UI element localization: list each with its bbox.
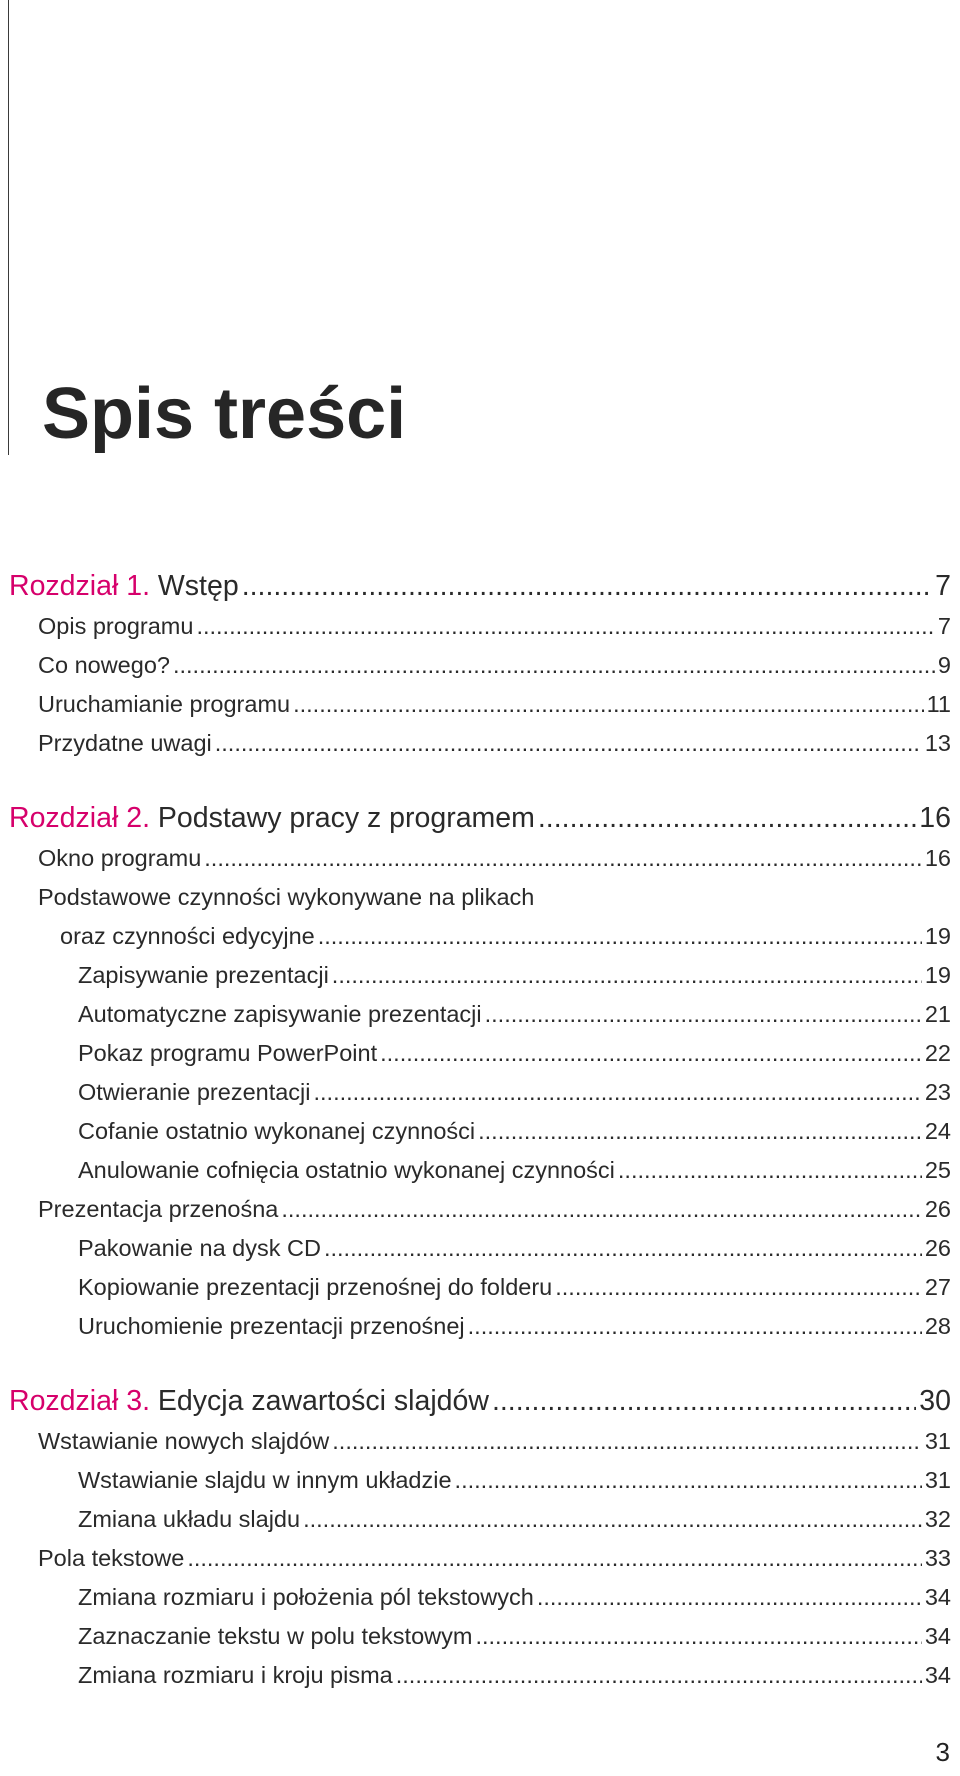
entry-page-number: 34	[924, 1662, 951, 1688]
entry-page-number: 23	[924, 1079, 951, 1105]
leader-dots	[485, 1001, 922, 1028]
toc-entry[interactable]	[0, 1034, 960, 1073]
entry-title: Pola tekstowe	[38, 1545, 185, 1571]
entry-title: Przydatne uwagi	[38, 730, 212, 756]
leader-dots	[537, 1584, 922, 1611]
entry-page-number: 34	[924, 1584, 951, 1610]
leader-dots	[396, 1662, 922, 1689]
leader-dots	[475, 1623, 921, 1650]
leader-dots	[468, 1313, 922, 1340]
leader-dots	[324, 1235, 922, 1262]
entry-page-number: 28	[924, 1313, 951, 1339]
entry-title: Zmiana rozmiaru i położenia pól tekstowych	[78, 1584, 534, 1610]
footer-page-number: 3	[935, 1737, 950, 1767]
leader-dots	[173, 652, 935, 679]
entry-title: Wstawianie slajdu w innym układzie	[78, 1467, 452, 1493]
entry-title: Zaznaczanie tekstu w polu tekstowym	[78, 1623, 473, 1649]
entry-title: Uruchomienie prezentacji przenośnej	[78, 1313, 465, 1339]
entry-page-number: 11	[926, 691, 951, 717]
leader-dots	[318, 923, 922, 950]
entry-page-number: 21	[924, 1001, 951, 1027]
chapter-spacer	[0, 1346, 960, 1378]
leader-dots	[332, 1428, 922, 1455]
toc-entry[interactable]	[0, 646, 960, 685]
leader-dots	[187, 1545, 922, 1572]
toc-entry[interactable]	[0, 1229, 960, 1268]
leader-dots	[314, 1079, 922, 1106]
toc-chapter-1[interactable]	[0, 563, 960, 607]
leader-dots	[618, 1157, 922, 1184]
toc-entry[interactable]	[0, 1190, 960, 1229]
leader-dots	[555, 1274, 922, 1301]
toc-entry[interactable]	[0, 1422, 960, 1461]
entry-title: Co nowego?	[38, 652, 170, 678]
entry-title: Wstawianie nowych slajdów	[38, 1428, 330, 1454]
toc-entry[interactable]	[0, 1539, 960, 1578]
toc-entry[interactable]	[0, 1307, 960, 1346]
chapter-page-number: 7	[935, 570, 951, 602]
toc-entry[interactable]	[0, 1151, 960, 1190]
entry-title: Okno programu	[38, 845, 202, 871]
leader-dots	[196, 613, 934, 640]
entry-page-number: 22	[924, 1040, 951, 1066]
entry-page-number: 19	[924, 962, 951, 988]
toc-entry[interactable]	[0, 1461, 960, 1500]
leader-dots	[478, 1118, 922, 1145]
entry-title: Pokaz programu PowerPoint	[78, 1040, 378, 1066]
entry-title: oraz czynności edycyjne	[60, 923, 315, 949]
entry-page-number: 31	[924, 1428, 951, 1454]
chapter-title: Podstawy pracy z programem	[157, 802, 535, 834]
toc-entry[interactable]	[0, 1617, 960, 1656]
leader-dots	[332, 962, 922, 989]
entry-page-number: 25	[924, 1157, 951, 1183]
toc-entry[interactable]	[0, 1073, 960, 1112]
toc-entry[interactable]	[0, 685, 960, 724]
entry-page-number: 26	[924, 1196, 951, 1222]
toc-chapter-3[interactable]	[0, 1378, 960, 1422]
entry-page-number: 26	[924, 1235, 951, 1261]
entry-page-number: 16	[924, 845, 951, 871]
margin-rule	[8, 0, 9, 455]
entry-page-number: 19	[924, 923, 951, 949]
chapter-title: Edycja zawartości slajdów	[157, 1385, 489, 1417]
toc-entry[interactable]	[0, 839, 960, 878]
toc-entry[interactable]	[0, 607, 960, 646]
toc-entry[interactable]	[0, 917, 960, 956]
entry-title: Opis programu	[38, 613, 194, 639]
entry-title: Automatyczne zapisywanie prezentacji	[78, 1001, 482, 1027]
entry-page-number: 32	[924, 1506, 951, 1532]
chapter-number: Rozdział 1.	[9, 570, 150, 602]
toc-entry[interactable]	[0, 1500, 960, 1539]
entry-page-number: 9	[937, 652, 951, 678]
chapter-page-number: 16	[919, 802, 951, 834]
entry-title: Kopiowanie prezentacji przenośnej do folderu	[78, 1274, 553, 1300]
toc-entry[interactable]	[0, 956, 960, 995]
entry-title: Anulowanie cofnięcia ostatnio wykonanej czynności	[78, 1157, 615, 1183]
leader-dots	[455, 1467, 922, 1494]
leader-dots	[492, 1385, 916, 1418]
entry-page-number: 34	[924, 1623, 951, 1649]
toc-entry[interactable]	[0, 995, 960, 1034]
entry-title: Prezentacja przenośna	[38, 1196, 279, 1222]
toc-entry[interactable]	[0, 724, 960, 763]
toc-entry[interactable]	[0, 1112, 960, 1151]
toc-entry[interactable]	[0, 1656, 960, 1695]
leader-dots	[303, 1506, 922, 1533]
leader-dots	[281, 1196, 921, 1223]
table-of-contents	[0, 563, 960, 1695]
chapter-number: Rozdział 3.	[9, 1385, 150, 1417]
toc-entry[interactable]	[0, 1268, 960, 1307]
entry-page-number: 7	[937, 613, 951, 639]
leader-dots	[242, 570, 932, 603]
entry-page-number: 24	[924, 1118, 951, 1144]
entry-title: Otwieranie prezentacji	[78, 1079, 311, 1105]
leader-dots	[215, 730, 922, 757]
toc-chapter-2[interactable]	[0, 795, 960, 839]
entry-title: Zmiana układu slajdu	[78, 1506, 301, 1532]
chapter-page-number: 30	[919, 1385, 951, 1417]
leader-dots	[380, 1040, 922, 1067]
entry-title: Zapisywanie prezentacji	[78, 962, 329, 988]
chapter-spacer	[0, 763, 960, 795]
chapter-title: Wstęp	[157, 570, 239, 602]
entry-title: Podstawowe czynności wykonywane na plikach	[38, 884, 535, 910]
toc-entry[interactable]	[0, 878, 960, 917]
entry-page-number: 33	[924, 1545, 951, 1571]
leader-dots	[538, 802, 916, 835]
chapter-number: Rozdział 2.	[9, 802, 150, 834]
entry-title: Cofanie ostatnio wykonanej czynności	[78, 1118, 476, 1144]
entry-title: Uruchamianie programu	[38, 691, 291, 717]
leader-dots	[293, 691, 924, 718]
leader-dots	[204, 845, 922, 872]
entry-page-number: 27	[924, 1274, 951, 1300]
entry-title: Pakowanie na dysk CD	[78, 1235, 321, 1261]
toc-entry[interactable]	[0, 1578, 960, 1617]
entry-page-number: 31	[924, 1467, 951, 1493]
entry-title: Zmiana rozmiaru i kroju pisma	[78, 1662, 393, 1688]
page-title: Spis treści	[42, 374, 407, 454]
entry-page-number: 13	[924, 730, 951, 756]
